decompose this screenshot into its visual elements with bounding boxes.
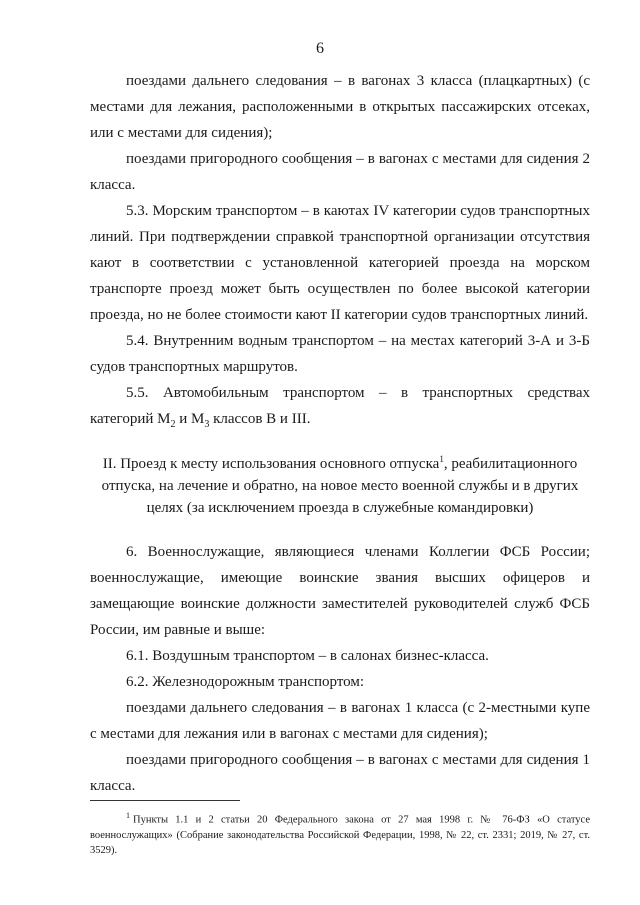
footnote-text: Пункты 1.1 и 2 статьи 20 Федерального закона от 27 мая 1998 г. № 76-ФЗ «О статусе военнослужащих» (Собрание законодательства Российской Федерации, 1998, № 22, ст. 2331; 2019, № 27, ст. 3529). — [90, 814, 590, 856]
paragraph-long-distance-trains-3-class: поездами дальнего следования – в вагонах 3 класса (плацкартных) (с местами для лежания, расположенными в открытых пассажирских отсеках, или с местами для сидения); — [90, 73, 590, 141]
paragraph-long-distance-trains-1-class: поездами дальнего следования – в вагонах 1 класса (с 2-местными купе с местами для лежания или в вагонах с местами для сидения); — [90, 700, 590, 742]
footnote-mark: 1 — [126, 811, 130, 820]
footnote-reference: 1 — [439, 454, 444, 464]
paragraph-suburban-trains-2-class: поездами пригородного сообщения – в вагонах с местами для сидения 2 класса. — [90, 151, 590, 193]
paragraph-6-1-air-transport: 6.1. Воздушным транспортом – в салонах бизнес-класса. — [126, 648, 489, 664]
paragraph-6-2-rail-transport: 6.2. Железнодорожным транспортом: — [126, 674, 365, 690]
document-body — [90, 68, 590, 799]
paragraph-suburban-trains-1-class: поездами пригородного сообщения – в вагонах с местами для сидения 1 класса. — [90, 752, 590, 794]
paragraph-5-4-inland-water-transport: 5.4. Внутренним водным транспортом – на местах категорий 3-А и 3-Б судов транспортных маршрутов. — [90, 333, 590, 375]
paragraph-5-3-sea-transport: 5.3. Морским транспортом – в каютах IV категории судов транспортных линий. При подтверждении справкой транспортной организации отсутствия кают в соответствии с установленной категорией проезда на морском транспорте проезд может быть осуществлен по более высокой категории проезда, но не более стоимости кают II категории судов транспортных линий. — [90, 203, 590, 323]
paragraph-5-5-road-transport: 5.5. Автомобильным транспортом – в транспортных средствах категорий $M_2$ и $M_3$ классов B и III. — [90, 385, 590, 430]
footnote-divider — [90, 800, 240, 801]
section-heading: II. Проезд к месту использования основного отпуска$^1$, реабилитационного отпуска, на лечение и обратно, на новое место военной службы и в других целях (за исключением проезда в служебные командировки) — [101, 454, 579, 516]
footnote — [90, 808, 590, 858]
page-number: 6 — [316, 40, 324, 57]
paragraph-6-collegium-members: 6. Военнослужащие, являющиеся членами Коллегии ФСБ России; военнослужащие, имеющие воинские звания высших офицеров и замещающие воинские должности заместителей руководителей служб ФСБ России, им равные и выше: — [90, 544, 590, 638]
